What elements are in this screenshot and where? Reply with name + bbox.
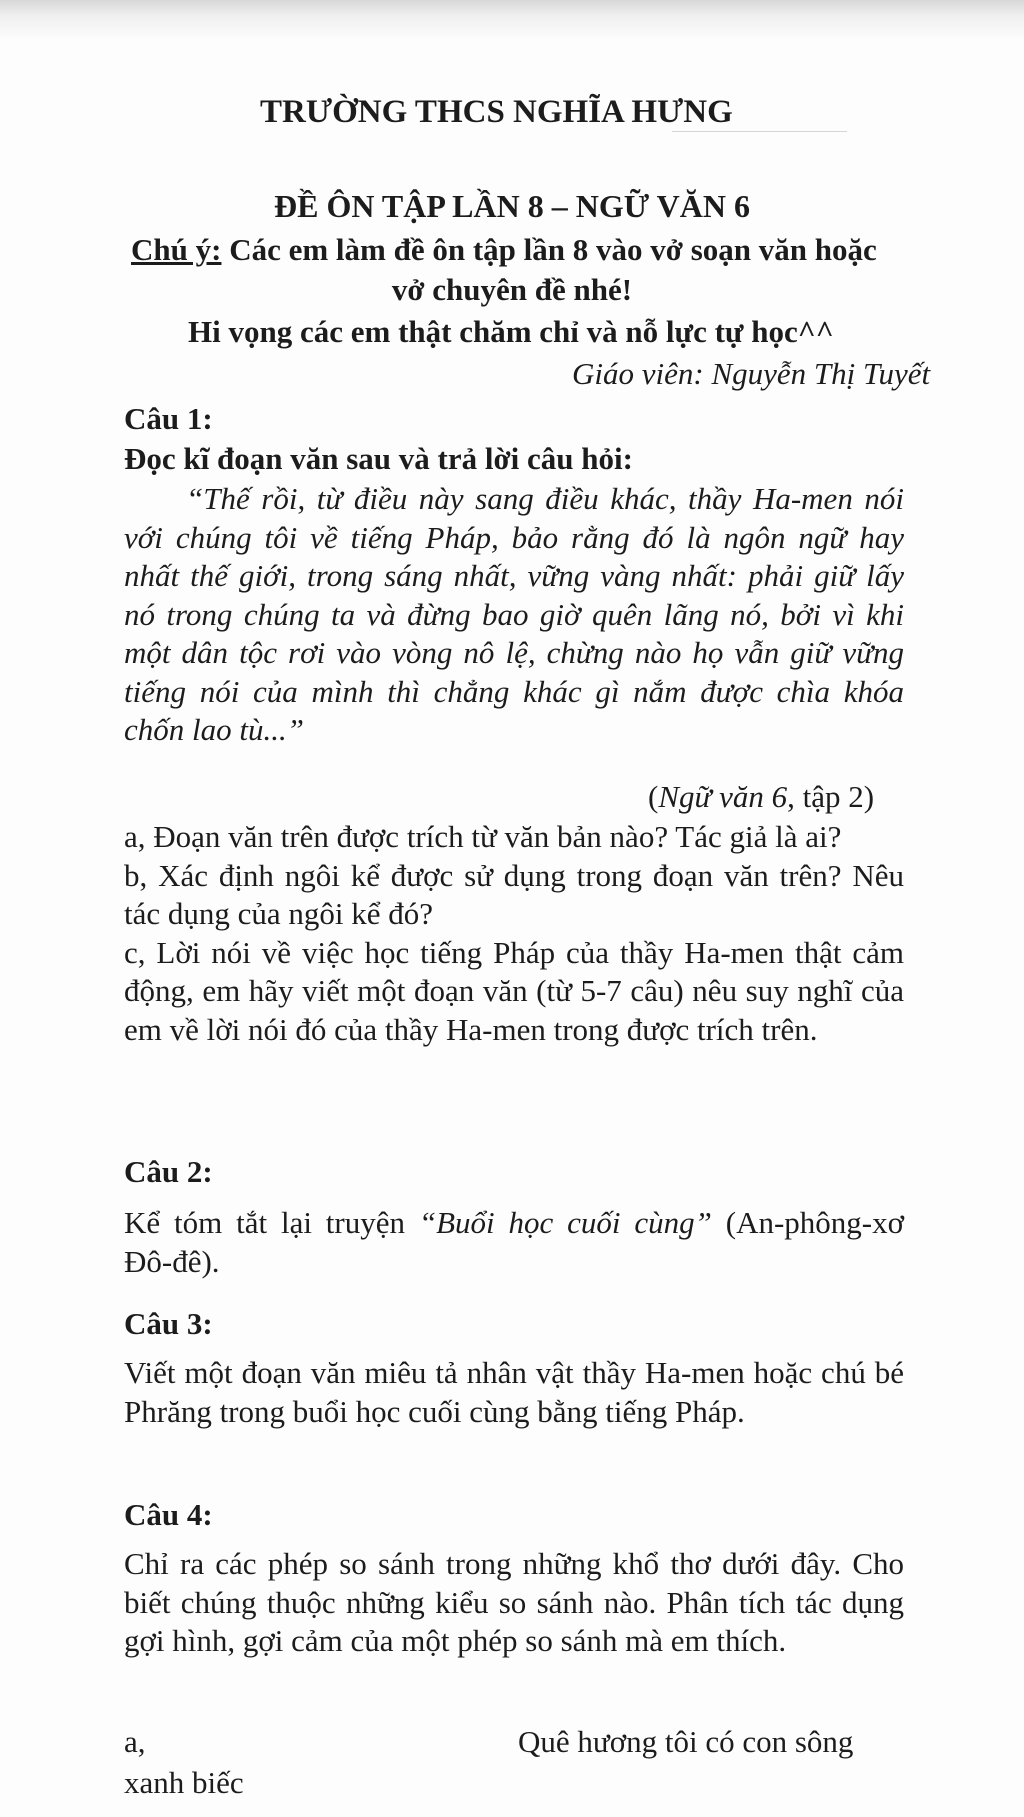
note-label: Chú ý: xyxy=(131,232,222,267)
note-line-1 xyxy=(131,231,877,269)
q2-heading: Câu 2: xyxy=(124,1154,213,1189)
q2-body xyxy=(124,1204,904,1281)
q1-question-a: a, Đoạn văn trên được trích từ văn bản nào? Tác giả là ai? xyxy=(124,819,842,854)
source-open: ( xyxy=(648,779,659,814)
q3-heading: Câu 3: xyxy=(124,1306,213,1341)
q4-body xyxy=(124,1545,904,1661)
school-name: TRƯỜNG THCS NGHĨA HƯNG xyxy=(260,94,733,130)
source-rest: , tập 2) xyxy=(787,779,875,814)
q2-text-pre: Kể tóm tắt lại truyện xyxy=(124,1205,419,1240)
header-rule xyxy=(672,131,847,132)
note-text: Các em làm đề ôn tập lần 8 vào vở soạn văn hoặc xyxy=(221,232,877,267)
note-line-2: vở chuyên đề nhé! xyxy=(391,272,633,307)
q1-passage xyxy=(124,480,904,750)
poem-line-2: xanh biếc xyxy=(124,1765,244,1800)
q1-passage-text: “Thế rồi, từ điều này sang điều khác, thầy Ha-men nói với chúng tôi về tiếng Pháp, bảo rằng đó là ngôn ngữ hay nhất thế giới, trong sáng nhất, vững vàng nhất: phải giữ lấy nó trong chúng ta và đừng bao giờ quên lãng nó, bởi vì khi một dân tộc rơi vào vòng nô lệ, chừng nào họ vẫn giữ vững tiếng nói của mình thì chẳng khác gì nắm được chìa khóa chốn lao tù...” xyxy=(124,481,904,747)
page-title: ĐỀ ÔN TẬP LẦN 8 – NGỮ VĂN 6 xyxy=(274,188,750,224)
q1-questions xyxy=(124,818,904,1049)
q1-heading: Câu 1: xyxy=(124,401,213,436)
q1-question-c: c, Lời nói về việc học tiếng Pháp của thầy Ha-men thật cảm động, em hãy viết một đoạn văn (từ 5-7 câu) nêu suy nghĩ của em về lời nói đó của thầy Ha-men trong được trích trên. xyxy=(124,934,904,1047)
q4-heading: Câu 4: xyxy=(124,1497,213,1532)
q4-item-label: a, xyxy=(124,1724,146,1759)
wish-line: Hi vọng các em thật chăm chỉ và nỗ lực tự học^^ xyxy=(188,314,834,349)
q2-text-post: (An-phông-xơ Đô-đê). xyxy=(124,1205,905,1279)
q4-text: Chỉ ra các phép so sánh trong những khổ thơ dưới đây. Cho biết chúng thuộc những kiểu so sánh nào. Phân tích tác dụng gợi hình, gợi cảm của một phép so sánh mà em thích. xyxy=(124,1546,904,1658)
poem-line-1: Quê hương tôi có con sông xyxy=(518,1724,854,1759)
q3-body xyxy=(124,1354,904,1431)
q1-source xyxy=(648,778,874,816)
teacher-name: Giáo viên: Nguyễn Thị Tuyết xyxy=(572,356,931,391)
q3-text: Viết một đoạn văn miêu tả nhân vật thầy Ha-men hoặc chú bé Phrăng trong buổi học cuối cùng bằng tiếng Pháp. xyxy=(124,1355,904,1429)
q1-question-b: b, Xác định ngôi kể được sử dụng trong đoạn văn trên? Nêu tác dụng của ngôi kể đó? xyxy=(124,857,904,931)
q1-instruction: Đọc kĩ đoạn văn sau và trả lời câu hỏi: xyxy=(124,441,633,476)
source-book: Ngữ văn 6 xyxy=(658,779,788,814)
q2-story-title: “Buổi học cuối cùng” xyxy=(418,1205,712,1240)
